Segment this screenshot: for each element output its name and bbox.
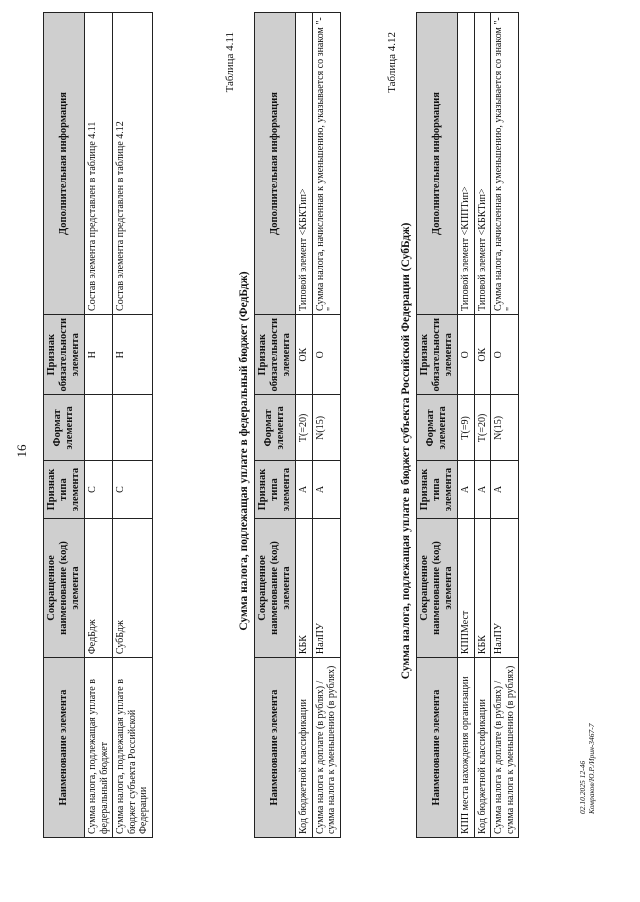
table-4-12 (416, 12, 519, 838)
column-header: Наименование элемента (44, 658, 85, 838)
table-cell: А (474, 461, 491, 519)
table-cell: А (458, 461, 475, 519)
table-row (491, 13, 519, 838)
table-cell: Сумма налога к доплате (в рублях) / сумма налога к уменьшению (в рублях) (312, 658, 340, 838)
table-cell: T(=20) (296, 395, 313, 461)
table-cell: Типовой элемент <КППТип> (458, 13, 475, 315)
table-cell: Сумма налога, подлежащая уплате в федеральный бюджет (85, 658, 113, 838)
table-cell: T(=20) (474, 395, 491, 461)
table-cell: Н (85, 314, 113, 395)
table-cell: Код бюджетной классификации (474, 658, 491, 838)
table-cell: Сумма налога, подлежащая уплате в бюджет субъекта Российской Федерации (113, 658, 153, 838)
column-header: Признак типа элемента (417, 461, 458, 519)
footer-author: Комраков/Ю.Р./Ирин-3467-7 (587, 723, 596, 814)
header-row (44, 13, 85, 838)
table-cell: Сумма налога, начисленная к уменьшению, указывается со знаком "-" (491, 13, 519, 315)
column-header: Признак типа элемента (255, 461, 296, 519)
column-header: Наименование элемента (417, 658, 458, 838)
table-cell: N(15) (491, 395, 519, 461)
table-cell: А (312, 461, 340, 519)
column-header: Сокращенное наименование (код) элемента (255, 518, 296, 657)
table-cell: КБК (474, 518, 491, 657)
table-cell (85, 395, 113, 461)
table-cell: ОК (296, 314, 313, 395)
table-row (85, 13, 113, 838)
table-cell (113, 395, 153, 461)
column-header: Сокращенное наименование (код) элемента (417, 518, 458, 657)
table-row (113, 13, 153, 838)
table-top (43, 12, 153, 838)
table-cell: Сумма налога к доплате (в рублях) / сумма налога к уменьшению (в рублях) (491, 658, 519, 838)
column-header: Наименование элемента (255, 658, 296, 838)
table-cell: О (491, 314, 519, 395)
table-cell: КПП места нахождения организации (458, 658, 475, 838)
table-title-4-12: Сумма налога, подлежащая уплате в бюджет субъекта Российской Федерации (СубБдж) (400, 222, 412, 680)
table-title-4-11: Сумма налога, подлежащая уплате в федеральный бюджет (ФедБдж) (238, 271, 250, 631)
column-header: Дополнительная информация (417, 13, 458, 315)
column-header: Дополнительная информация (44, 13, 85, 315)
footer-stamp (578, 723, 596, 814)
table-cell: С (113, 461, 153, 519)
table-cell: Типовой элемент <КБКТип> (474, 13, 491, 315)
column-header: Формат элемента (255, 395, 296, 461)
table-cell: С (85, 461, 113, 519)
column-header: Формат элемента (417, 395, 458, 461)
table-row (458, 13, 475, 838)
page-number: 16 (14, 444, 29, 458)
table-cell: О (312, 314, 340, 395)
table-cell: СубБдж (113, 518, 153, 657)
table-cell: НалПУ (312, 518, 340, 657)
table-label-4-11: Таблица 4.11 (224, 32, 236, 93)
table-cell: Сумма налога, начисленная к уменьшению, указывается со знаком "-" (312, 13, 340, 315)
table-cell: ОК (474, 314, 491, 395)
table-cell: Типовой элемент <КБКТип> (296, 13, 313, 315)
table-cell: ФедБдж (85, 518, 113, 657)
column-header: Сокращенное наименование (код) элемента (44, 518, 85, 657)
table-cell: N(15) (312, 395, 340, 461)
table-cell: Н (113, 314, 153, 395)
footer-date: 02.10.2025 12-46 (578, 760, 587, 814)
table-label-4-12: Таблица 4.12 (386, 32, 398, 93)
column-header: Формат элемента (44, 395, 85, 461)
table-row (296, 13, 313, 838)
table-cell: T(=9) (458, 395, 475, 461)
table-cell: А (296, 461, 313, 519)
table-cell: А (491, 461, 519, 519)
table-cell: Код бюджетной классификации (296, 658, 313, 838)
table-cell: Состав элемента представлен в таблице 4.12 (113, 13, 153, 315)
table-row (474, 13, 491, 838)
column-header: Признак обязательности элемента (44, 314, 85, 395)
column-header: Признак типа элемента (44, 461, 85, 519)
header-row (417, 13, 458, 838)
table-cell: КППМест (458, 518, 475, 657)
column-header: Дополнительная информация (255, 13, 296, 315)
table-row (312, 13, 340, 838)
column-header: Признак обязательности элемента (255, 314, 296, 395)
table-cell: КБК (296, 518, 313, 657)
table-cell: О (458, 314, 475, 395)
table-cell: Состав элемента представлен в таблице 4.11 (85, 13, 113, 315)
table-cell: НалПУ (491, 518, 519, 657)
table-4-11 (254, 12, 341, 838)
header-row (255, 13, 296, 838)
column-header: Признак обязательности элемента (417, 314, 458, 395)
